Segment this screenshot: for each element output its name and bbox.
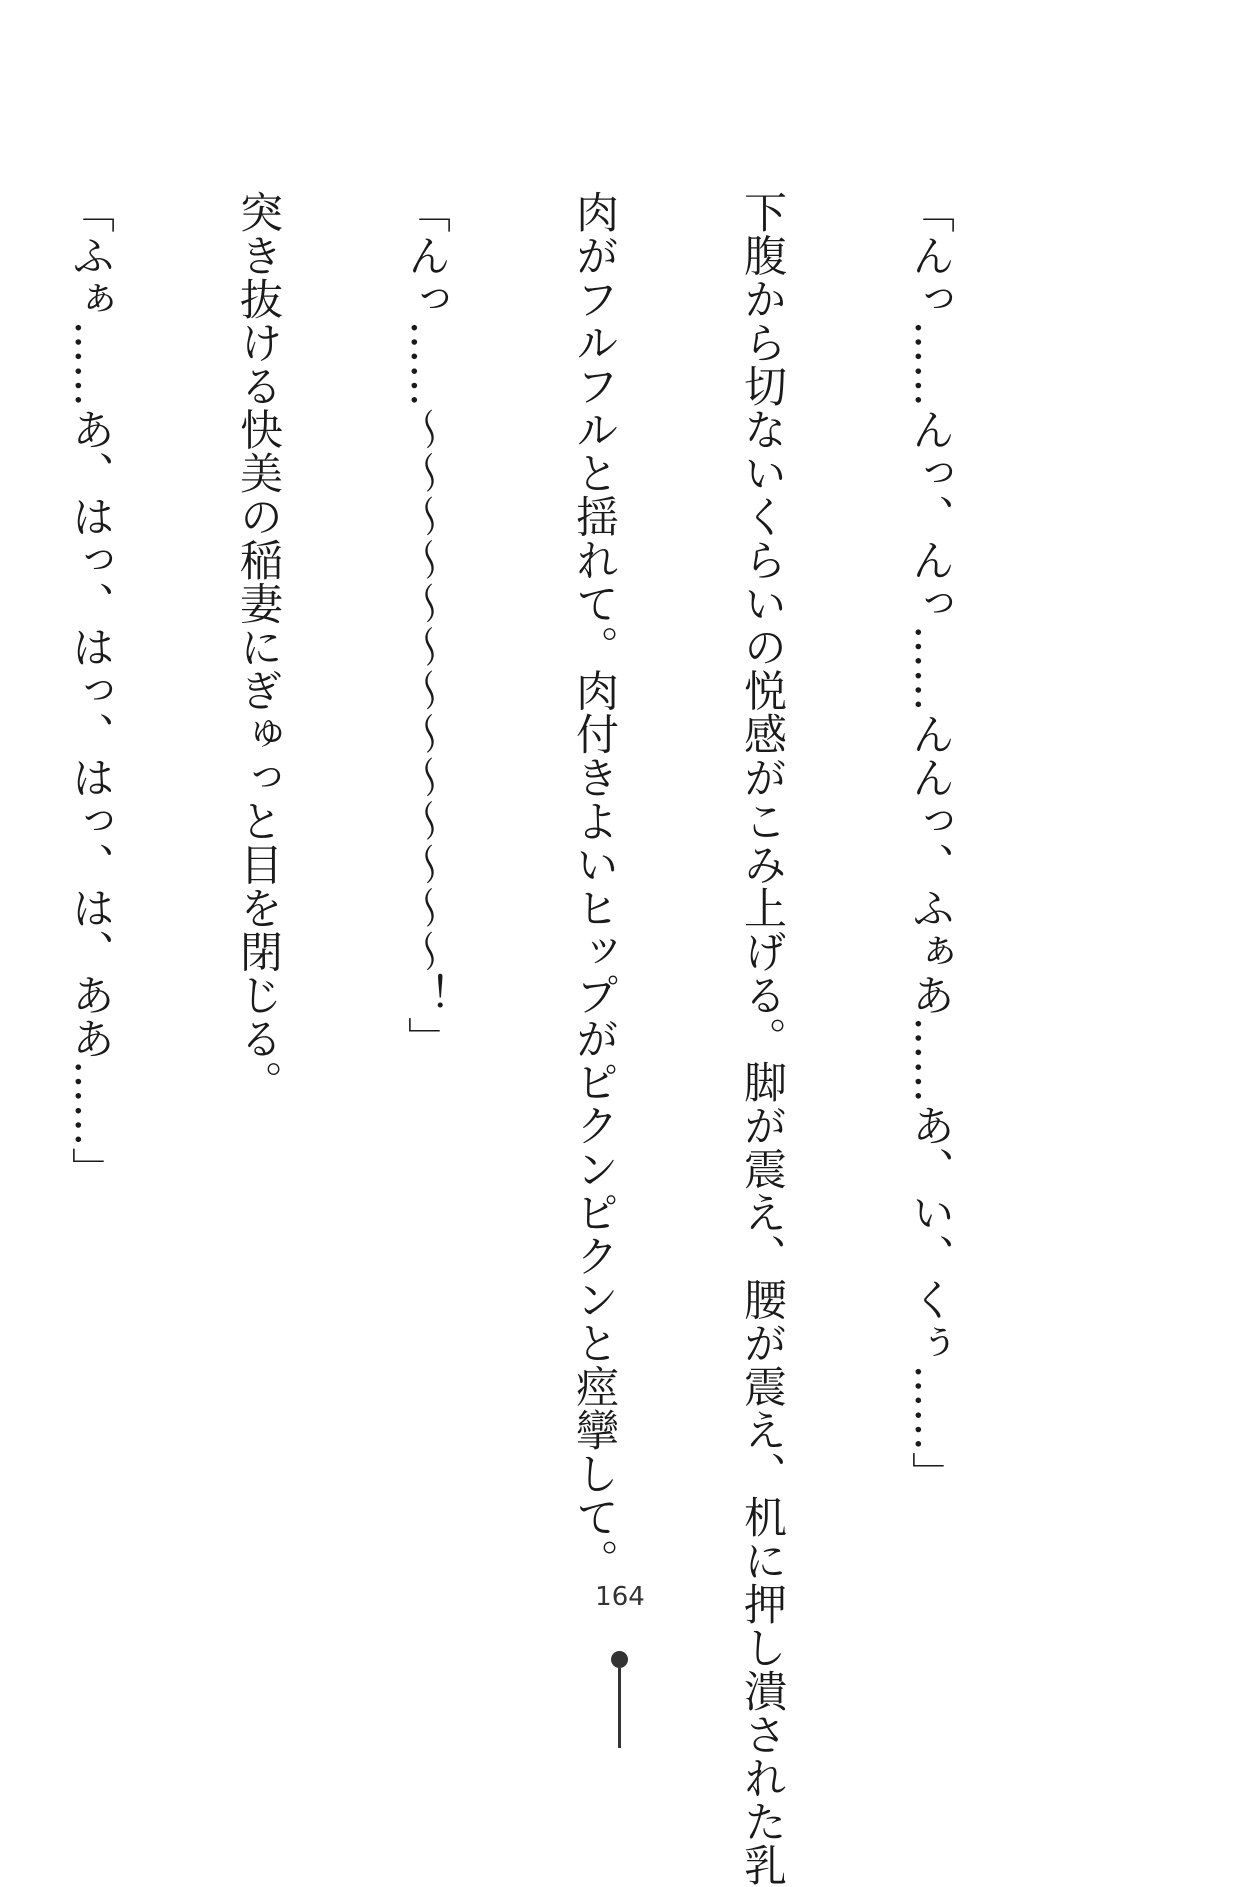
text-line: 肉がフルフルと揺れて。肉付きよいヒップがピクンピクンと痙攣して。 xyxy=(569,190,619,1582)
page-marker-dot xyxy=(611,1651,628,1668)
page-marker-line xyxy=(618,1668,621,1748)
text-line: 「んっ……んっ、んっ……んんっ、ふぁあ……あ、い、くぅ……」 xyxy=(905,190,955,1495)
text-line: 下腹から切ないくらいの悦感がこみ上げる。脚が震え、腰が震え、机に押し潰された乳 xyxy=(737,190,787,1887)
page-number: 164 xyxy=(595,1582,645,1612)
text-line: 突き抜ける快美の稲妻にぎゅっと目を閉じる。 xyxy=(233,190,283,1104)
text-line: 「んっ……～～～～～～～～～～～～～！」 xyxy=(401,190,451,1060)
text-line: 「ふぁ……あ、はっ、はっ、はっ、は、ああ……」 xyxy=(65,190,115,1191)
